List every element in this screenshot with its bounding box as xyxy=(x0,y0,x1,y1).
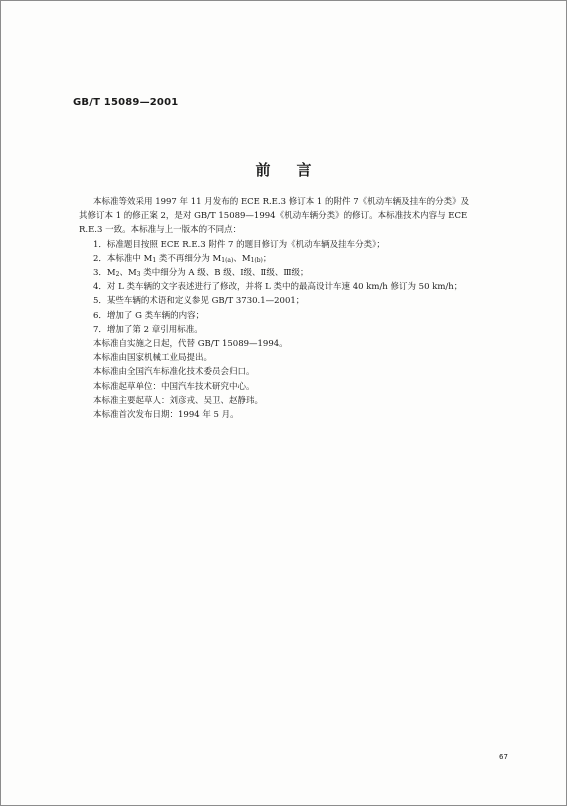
subscript: 1(b) xyxy=(250,256,263,264)
page-number: 67 xyxy=(499,753,508,761)
paragraph-line: 其修订本 1 的修正案 2，是对 GB/T 15089—1994《机动车辆分类》的修订。本标准技术内容与 ECE xyxy=(79,211,468,222)
paragraph-line: 本标准等效采用 1997 年 11 月发布的 ECE R.E.3 修订本 1 的附件 7《机动车辆及挂车的分类》及 xyxy=(93,197,470,207)
subscript: 1 xyxy=(152,256,157,264)
note-line: 本标准自实施之日起，代替 GB/T 15089—1994。 xyxy=(93,339,288,350)
list-item: 1．标准题目按照 ECE R.E.3 附件 7 的题目修订为《机动车辆及挂车分类》； xyxy=(93,239,385,250)
list-item-text: 、M xyxy=(119,268,137,279)
list-item: 7．增加了第 2 章引用标准。 xyxy=(93,324,203,335)
list-item: 6．增加了 G 类车辆的内容； xyxy=(93,310,205,321)
foreword-body xyxy=(79,195,511,422)
subscript: 1(a) xyxy=(221,256,234,264)
subscript: 2 xyxy=(115,271,120,279)
list-item-text: 2．本标准中 M xyxy=(93,253,153,264)
list-item-text: 3．M xyxy=(93,268,116,279)
list-item: 5．某些车辆的术语和定义参见 GB/T 3730.1—2001； xyxy=(93,296,305,307)
list-item xyxy=(79,252,511,266)
list-item: 4．对 L 类车辆的文字表述进行了修改，并将 L 类中的最高设计车速 40 km/h 修订为 50 km/h； xyxy=(93,282,463,293)
note-line: 本标准由全国汽车标准化技术委员会归口。 xyxy=(93,367,255,378)
subscript: 3 xyxy=(136,271,141,279)
page-title: 前言 xyxy=(255,161,338,179)
standard-code: GB/T 15089—2001 xyxy=(73,97,179,108)
note-line: 本标准由国家机械工业局提出。 xyxy=(93,353,213,364)
list-item xyxy=(79,266,511,280)
note-line: 本标准起草单位：中国汽车技术研究中心。 xyxy=(93,381,255,392)
paragraph-line: R.E.3 一致。本标准与上一版本的不同点： xyxy=(79,225,242,236)
note-line: 本标准主要起草人：刘彦戎、吴卫、赵静玮。 xyxy=(93,395,264,406)
note-line: 本标准首次发布日期：1994 年 5 月。 xyxy=(93,410,239,421)
list-item-text: 、M xyxy=(233,253,251,264)
list-item-text: ； xyxy=(262,253,272,264)
list-item-text: 类不再细分为 M xyxy=(156,253,222,264)
list-item-text: 类中细分为 A 级、B 级、Ⅰ级、Ⅱ级、Ⅲ级； xyxy=(140,268,309,279)
